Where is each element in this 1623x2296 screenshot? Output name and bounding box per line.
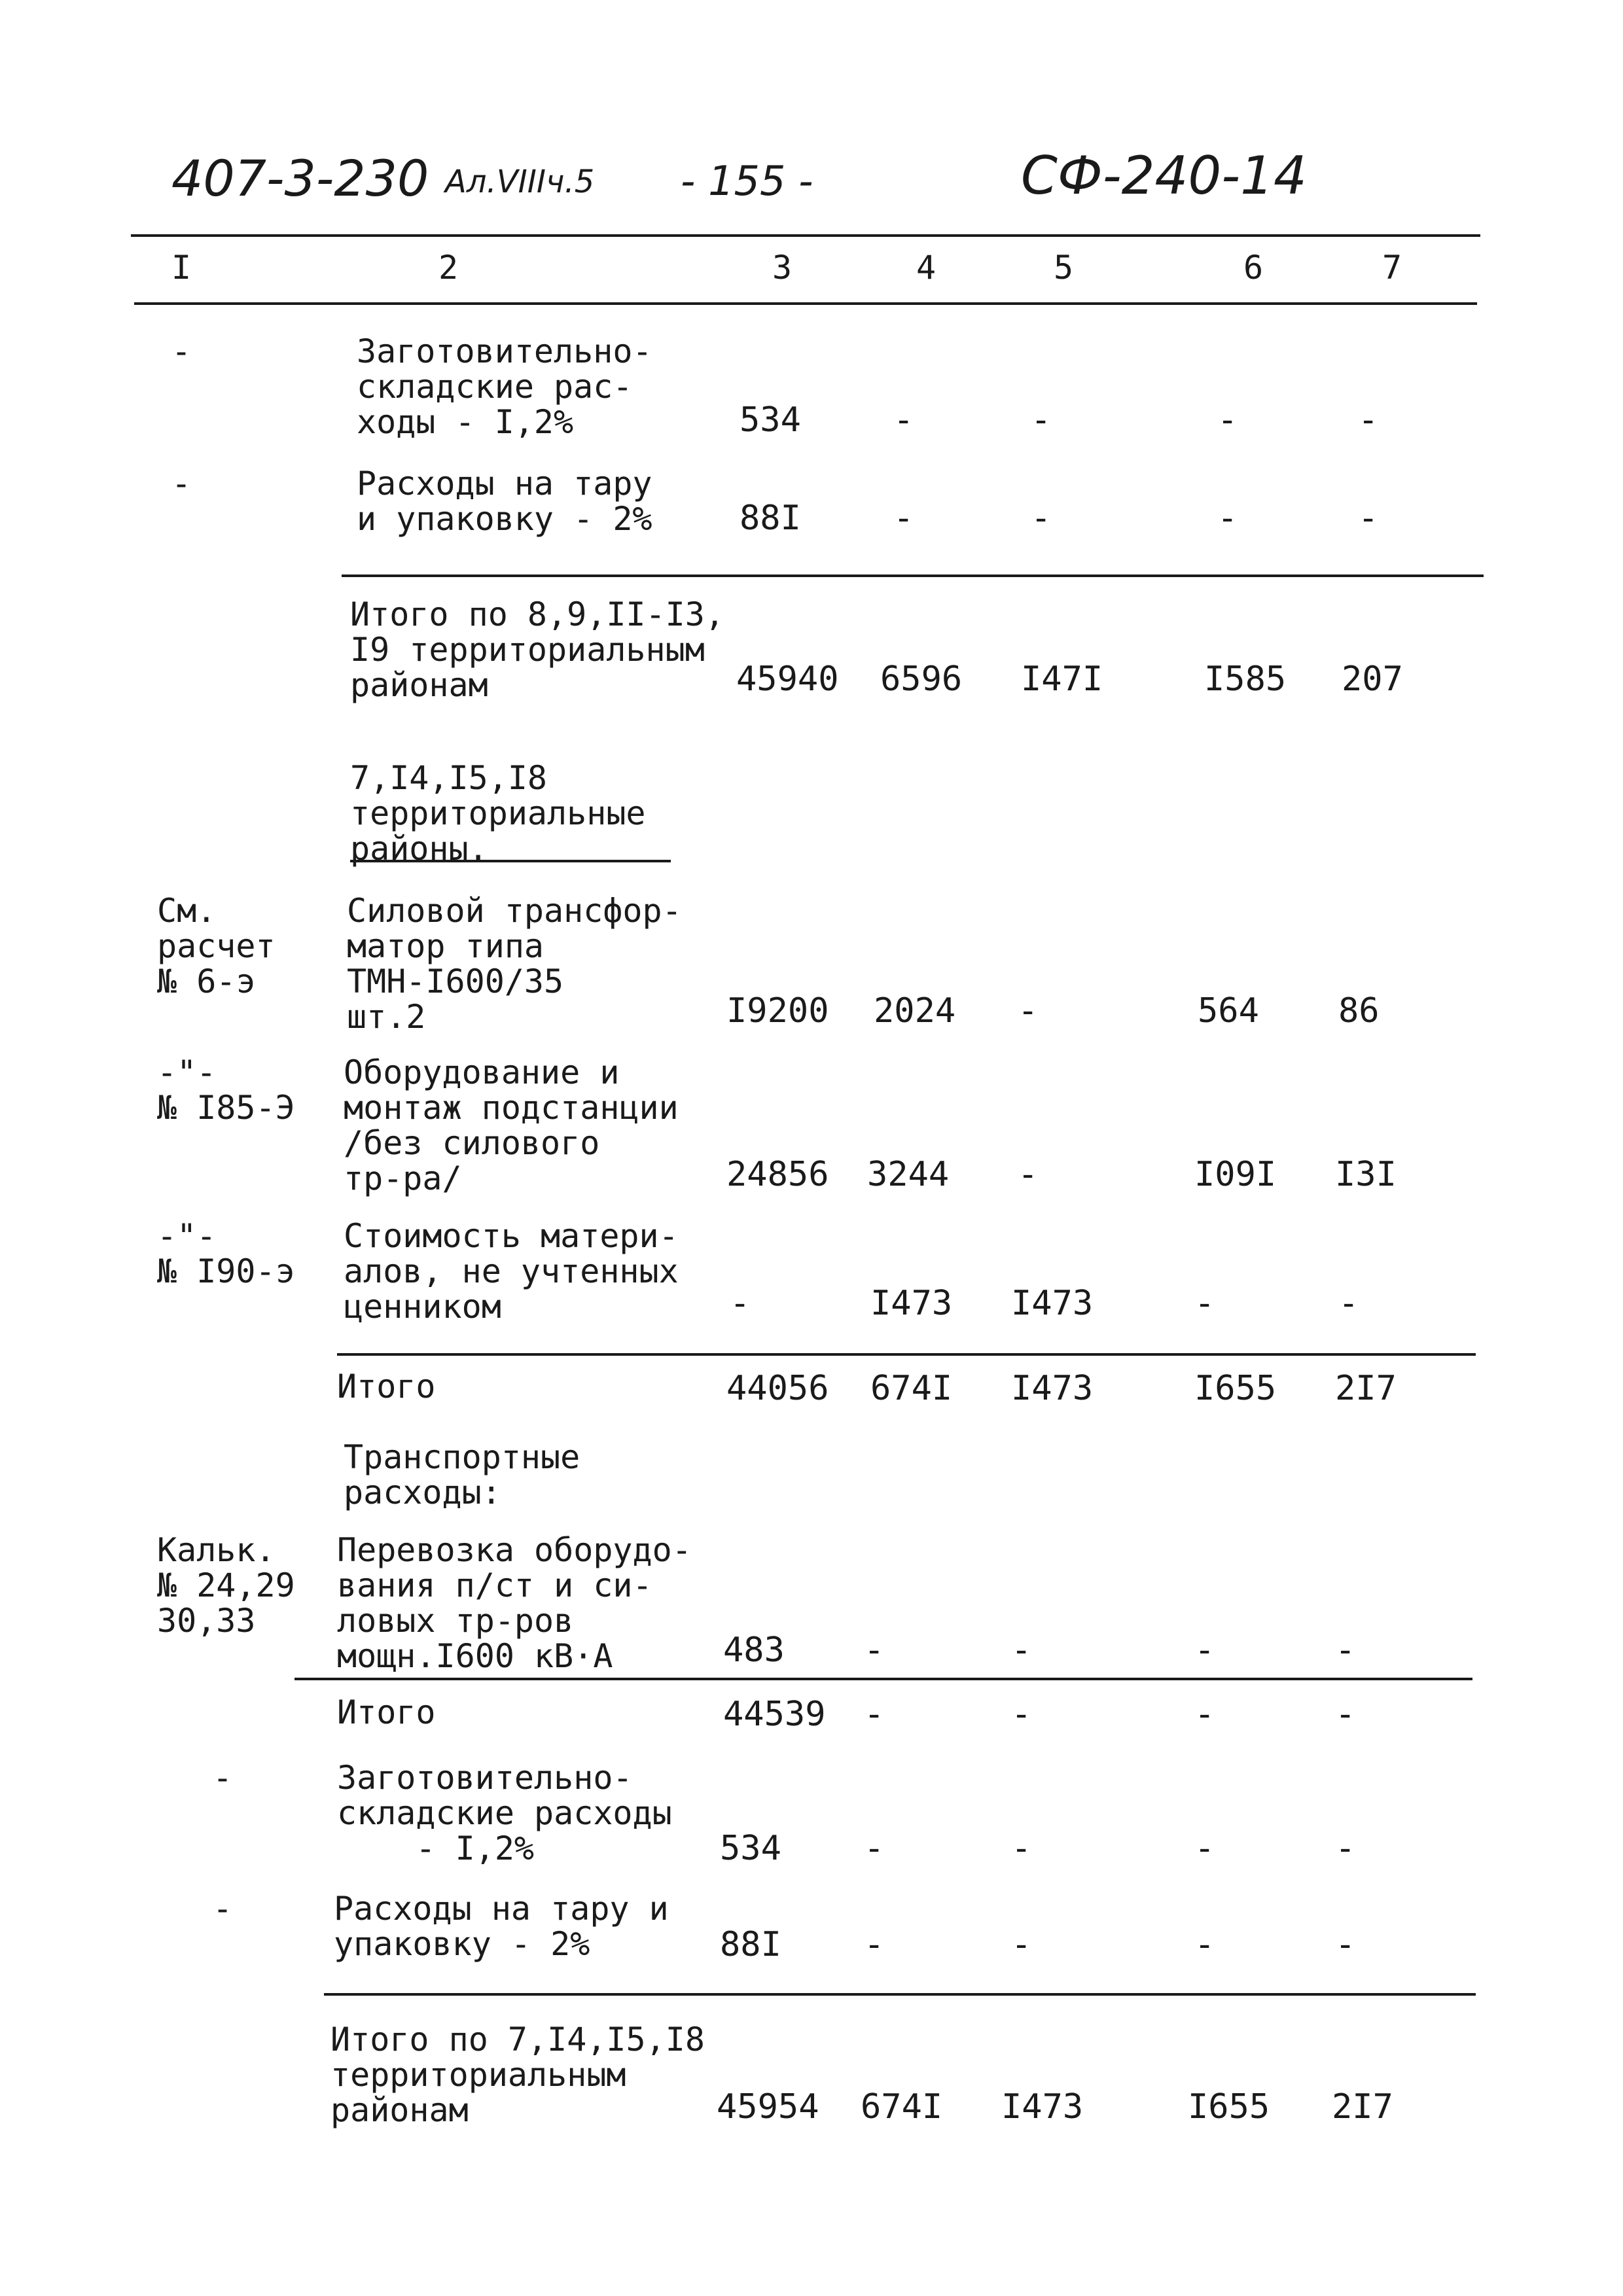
cell-col7: 86 (1338, 991, 1380, 1031)
cell-col4: - (893, 499, 914, 538)
column-header-3: 3 (772, 249, 793, 287)
header-bottom-rule (134, 302, 1477, 305)
cell-col4: I473 (870, 1284, 953, 1323)
cell-col6: - (1194, 1631, 1215, 1670)
cell-col5: I473 (1011, 1369, 1094, 1408)
cell-col7: I3I (1335, 1155, 1397, 1194)
cell-col6: 564 (1198, 991, 1259, 1031)
cell-col3: 44539 (723, 1695, 826, 1734)
cell-col3: 24856 (726, 1155, 829, 1194)
cell-col7: 207 (1342, 660, 1403, 699)
cell-col3: 45940 (736, 660, 839, 699)
cell-col7: - (1358, 499, 1379, 538)
sheet-reference: Ал.VIIIч.5 (445, 164, 595, 200)
row-reference: Кальк. № 24,29 30,33 (157, 1531, 295, 1640)
row-description: Итого по 8,9,II-I3, I9 территориальным районам (350, 595, 724, 704)
subtotal-rule (342, 574, 1484, 577)
cell-col3: 534 (740, 400, 801, 440)
table-top-rule (131, 234, 1480, 237)
cell-col4: 6596 (880, 660, 963, 699)
row-description: Заготовительно- складские рас- ходы - I,2% (357, 332, 652, 441)
cell-col4: - (893, 400, 914, 440)
cell-col6: I655 (1194, 1369, 1277, 1408)
cell-col6: I585 (1204, 660, 1287, 699)
total-rule (294, 1678, 1472, 1680)
row-reference: - (213, 1759, 233, 1797)
column-header-2: 2 (438, 249, 459, 287)
row-reference: - (171, 332, 192, 370)
cell-col6: - (1217, 400, 1238, 440)
cell-col4: - (864, 1829, 885, 1868)
cell-col5: I473 (1001, 2087, 1084, 2127)
row-reference: - (213, 1890, 233, 1928)
row-reference: -"- № I90-э (157, 1217, 295, 1290)
cell-col6: I09I (1194, 1155, 1277, 1194)
page-number: - 155 - (681, 157, 813, 205)
section-heading: 7,I4,I5,I8 территориальные районы. (350, 759, 646, 868)
section-heading-underline (350, 860, 671, 862)
row-description: Итого по 7,I4,I5,I8 территориальным районам (330, 2021, 705, 2129)
cell-col7: - (1335, 1925, 1356, 1964)
cell-col7: 2I7 (1332, 2087, 1393, 2127)
cell-col3: - (730, 1284, 751, 1323)
cell-col5: - (1018, 991, 1039, 1031)
row-description: Стоимость матери- алов, не учтенных ценником (344, 1217, 679, 1326)
cell-col3: 88I (740, 499, 801, 538)
cell-col3: 45954 (717, 2087, 819, 2127)
cell-col6: - (1217, 499, 1238, 538)
cell-col5: - (1031, 400, 1052, 440)
cell-col5: - (1011, 1631, 1032, 1670)
row-description: Расходы на тару и упаковку - 2% (334, 1890, 669, 1963)
cell-col5: - (1018, 1155, 1039, 1194)
cell-col5: - (1011, 1695, 1032, 1734)
cell-col4: - (864, 1631, 885, 1670)
row-description: Силовой трансфор- матор типа ТМН-I600/35 шт.2 (347, 892, 682, 1036)
cell-col5: I47I (1021, 660, 1103, 699)
cell-col5: I473 (1011, 1284, 1094, 1323)
row-reference: -"- № I85-Э (157, 1053, 295, 1127)
document-id: СФ-240-14 (1021, 145, 1307, 206)
cell-col3: 88I (720, 1925, 781, 1964)
cell-col4: 3244 (867, 1155, 950, 1194)
cell-col3: 483 (723, 1631, 785, 1670)
cell-col3: 534 (720, 1829, 781, 1868)
cell-col4: 2024 (874, 991, 956, 1031)
cell-col4: - (864, 1695, 885, 1734)
row-reference: См. расчет № 6-э (157, 892, 276, 1000)
cell-col6: - (1194, 1284, 1215, 1323)
row-description: Итого (337, 1693, 436, 1731)
cell-col3: 44056 (726, 1369, 829, 1408)
column-header-1: I (171, 249, 192, 287)
column-header-4: 4 (916, 249, 936, 287)
cell-col4: 674I (870, 1369, 953, 1408)
cell-col7: - (1335, 1695, 1356, 1734)
cell-col7: 2I7 (1335, 1369, 1397, 1408)
column-header-5: 5 (1054, 249, 1074, 287)
cell-col7: - (1335, 1631, 1356, 1670)
column-header-7: 7 (1382, 249, 1402, 287)
cell-col4: - (864, 1925, 885, 1964)
cell-col7: - (1358, 400, 1379, 440)
cell-col5: - (1011, 1925, 1032, 1964)
cell-col3: I9200 (726, 991, 829, 1031)
cell-col6: I655 (1188, 2087, 1270, 2127)
cell-col7: - (1335, 1829, 1356, 1868)
cell-col5: - (1031, 499, 1052, 538)
page-header (0, 0, 1623, 236)
section-heading: Транспортные расходы: (344, 1438, 580, 1511)
cell-col6: - (1194, 1925, 1215, 1964)
cell-col4: 674I (861, 2087, 943, 2127)
row-description: Итого (337, 1368, 436, 1405)
column-header-6: 6 (1243, 249, 1264, 287)
document-code: 407-3-230 (171, 149, 429, 207)
row-description: Перевозка оборудо- вания п/ст и си- ловых тр-ров мощн.I600 кВ·А (337, 1531, 692, 1675)
row-description: Заготовительно- складские расходы - I,2% (337, 1759, 672, 1867)
cell-col6: - (1194, 1829, 1215, 1868)
total-rule (337, 1353, 1476, 1356)
cell-col5: - (1011, 1829, 1032, 1868)
row-description: Оборудование и монтаж подстанции /без силового тр-ра/ (344, 1053, 679, 1197)
cell-col6: - (1194, 1695, 1215, 1734)
cell-col7: - (1338, 1284, 1359, 1323)
row-reference: - (171, 465, 192, 503)
row-description: Расходы на тару и упаковку - 2% (357, 465, 652, 538)
grand-total-rule (324, 1993, 1476, 1996)
